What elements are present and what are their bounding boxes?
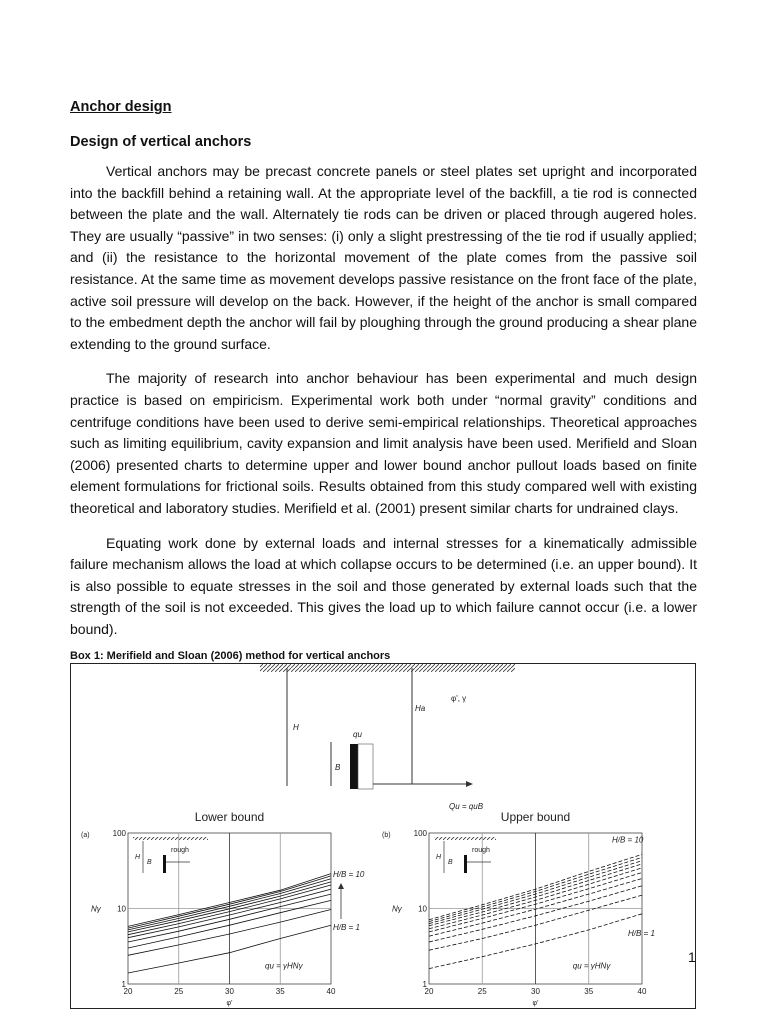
x-tick-label: 25 [174,987,184,997]
y-axis-label: Nγ [91,904,101,914]
inset-plate [464,855,467,873]
annotation-top: H/B = 10 [333,870,365,880]
inset-ground [434,837,496,840]
figure-box [70,663,696,1009]
inset-ground [133,837,208,840]
paragraph-1: Vertical anchors may be precast concrete panels or steel plates set upright and incorporated into the backfill behind a retaining wall. At the appropriate level of the backfill, a tie rod is connected between the plate and the wall. Alternately tie rods can be driven or placed through augered holes. They are usually “passive” in two senses: (i) only a slight prestressing of the tie rod if usually applied; and (ii) the resistance to the horizontal movement of the plate comes from the passive soil resistance. At the same time as movement develops passive resistance on the front face of the plate, active soil pressure will develop on the back. However, if the height of the anchor is small compared to the embedment depth the anchor will fail by ploughing through the ground producing a shear plane extending to the ground surface. [70,163,697,352]
inset-H-label: H [436,854,442,862]
x-tick-label: 30 [225,987,234,997]
x-axis-label: φ' [532,1000,539,1008]
y-tick-label: 1 [422,980,427,990]
inset-rough-label: rough [171,847,189,855]
paragraph-3: Equating work done by external loads and internal stresses for a kinematically admissible failure mechanism allows the load at which collapse occurs to be determined (i.e. an upper bound). It is also possible to equate stresses in the soil and those generated by external loads such that the strength of the soil is not exceeded. This gives the load up to which failure cannot occur (i.e. a lower bound). [70,534,697,637]
paragraph-2: The majority of research into anchor behaviour has been experimental and much design practice is based on empiricism. Experimental work both under “normal gravity” conditions and centrifuge conditions have been used to derive semi-empirical relationships. Theoretical approaches such as limiting equilibrium, cavity expansion and limit analysis have been used. Merifield and Sloan (2006) presented charts to determine upper and lower bound anchor pullout loads based on finite element formulations for frictional soils. Results obtained from this study compared well with existing theoretical and laboratory studies. Merifield et al. (2001) present similar charts for undrained clays. [70,370,697,516]
x-tick-label: 20 [123,987,133,997]
y-tick-label: 100 [112,829,126,839]
panel-label: (b) [382,832,391,840]
x-tick-label: 40 [326,987,336,997]
label-Ha: Ha [415,704,426,714]
y-tick-label: 10 [117,904,126,914]
pullout-arrow-head [466,781,473,787]
y-tick-label: 10 [418,904,427,914]
anchor-plate [350,744,358,789]
chart-title: Upper bound [500,810,571,825]
annotation-bottom: H/B = 1 [628,929,655,939]
inset-H-label: H [135,854,141,862]
pressure-distribution [358,744,373,789]
formula-label: qu = γHNγ [265,962,303,972]
inset-B-label: B [448,859,453,867]
figure [71,664,697,1010]
lower-bound-chart [81,810,365,1007]
label-qu: qu [353,730,362,740]
box-title: Box 1: Merifield and Sloan (2006) method for vertical anchors [70,650,391,663]
x-axis-label: φ' [226,1000,233,1008]
page-content [70,98,697,1009]
inset-B-label: B [147,859,152,867]
label-H: H [293,723,299,733]
page-number: 1 [688,949,696,965]
label-B: B [335,763,341,773]
x-tick-label: 35 [584,987,594,997]
annotation-bottom: H/B = 1 [333,923,360,933]
arrow-head [338,883,344,889]
section-heading: Anchor design [70,99,172,115]
anchor-diagram [260,664,515,811]
y-tick-label: 100 [413,829,427,839]
x-tick-label: 20 [424,987,434,997]
y-tick-label: 1 [121,980,126,990]
ground-surface [260,664,515,672]
upper-bound-chart [382,810,655,1007]
inset-plate [163,855,166,873]
chart-title: Lower bound [194,810,265,825]
annotation-top: H/B = 10 [612,835,644,845]
label-soil-params: φ', γ [451,694,467,704]
panel-label: (a) [81,832,90,840]
subsection-heading: Design of vertical anchors [70,134,252,150]
x-tick-label: 25 [477,987,487,997]
inset-rough-label: rough [472,847,490,855]
x-tick-label: 40 [637,987,647,997]
x-tick-label: 30 [531,987,540,997]
y-axis-label: Nγ [392,904,402,914]
formula-label: qu = γHNγ [572,962,611,972]
label-Qu: Qu = quB [449,802,484,812]
x-tick-label: 35 [275,987,285,997]
